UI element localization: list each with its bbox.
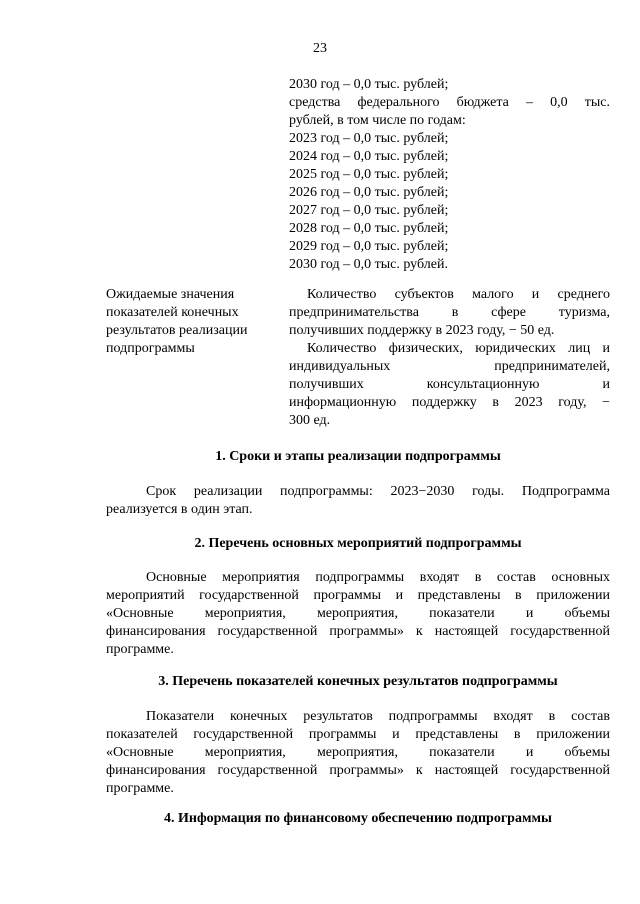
text-line: 300 ед. (289, 413, 331, 428)
text-line: информационную поддержку в 2023 году, − (289, 395, 610, 410)
expected-result-item-1 (289, 286, 610, 340)
text-line: «Основные мероприятия, мероприятия, показатели и объемы (106, 745, 610, 760)
label-line: Ожидаемые значения (106, 287, 235, 302)
text-line: «Основные мероприятия, мероприятия, показатели и объемы (106, 606, 610, 621)
federal-year-line: 2030 год – 0,0 тыс. рублей. (289, 257, 448, 272)
section-paragraph (106, 483, 610, 519)
text-line: Количество субъектов малого и среднего (307, 287, 610, 302)
text-line: мероприятий государственной программы и представлены в приложении (106, 588, 610, 603)
federal-year-line: 2028 год – 0,0 тыс. рублей; (289, 221, 449, 236)
label-line: показателей конечных (106, 305, 239, 320)
funding-line-2030-regional: 2030 год – 0,0 тыс. рублей; (289, 77, 449, 92)
federal-budget-intro-line2: рублей, в том числе по годам: (289, 113, 466, 128)
text-line: программе. (106, 781, 174, 796)
federal-year-line: 2024 год – 0,0 тыс. рублей; (289, 149, 449, 164)
text-line: получивших поддержку в 2023 году, − 50 ед. (289, 323, 555, 338)
federal-year-line: 2023 год – 0,0 тыс. рублей; (289, 131, 449, 146)
text-line: получивших консультационную и (289, 377, 610, 392)
text-line: Основные мероприятия подпрограммы входят в состав основных (146, 570, 610, 585)
section-heading: 3. Перечень показателей конечных результатов подпрограммы (158, 674, 558, 689)
federal-year-line: 2026 год – 0,0 тыс. рублей; (289, 185, 449, 200)
label-line: подпрограммы (106, 341, 195, 356)
text-line: финансирования государственной программы» к настоящей государственной (106, 624, 610, 639)
expected-results-value (289, 286, 610, 430)
funding-continuation (289, 76, 610, 274)
federal-budget-intro-line1: средства федерального бюджета – 0,0 тыс. (289, 95, 610, 110)
section-heading: 1. Сроки и этапы реализации подпрограммы (215, 449, 501, 464)
text-line: Количество физических, юридических лиц и (307, 341, 610, 356)
section-heading: 2. Перечень основных мероприятий подпрограммы (194, 536, 522, 551)
text-line: Срок реализации подпрограммы: 2023−2030 годы. Подпрограмма (146, 484, 610, 499)
expected-result-item-2 (289, 340, 610, 430)
page-number: 23 (313, 41, 327, 56)
text-line: индивидуальных предпринимателей, (289, 359, 610, 374)
text-line: предпринимательства в сфере туризма, (289, 305, 610, 320)
section-heading: 4. Информация по финансовому обеспечению подпрограммы (164, 811, 552, 826)
federal-year-line: 2029 год – 0,0 тыс. рублей; (289, 239, 449, 254)
label-line: результатов реализации (106, 323, 248, 338)
federal-year-line: 2027 год – 0,0 тыс. рублей; (289, 203, 449, 218)
text-line: программе. (106, 642, 174, 657)
text-line: реализуется в один этап. (106, 502, 253, 517)
text-line: показателей государственной программы и представлены в приложении (106, 727, 610, 742)
text-line: Показатели конечных результатов подпрограммы входят в состав (146, 709, 610, 724)
section-paragraph (106, 569, 610, 659)
text-line: финансирования государственной программы» к настоящей государственной (106, 763, 610, 778)
expected-results-label (106, 286, 281, 358)
federal-year-line: 2025 год – 0,0 тыс. рублей; (289, 167, 449, 182)
section-paragraph (106, 708, 610, 798)
